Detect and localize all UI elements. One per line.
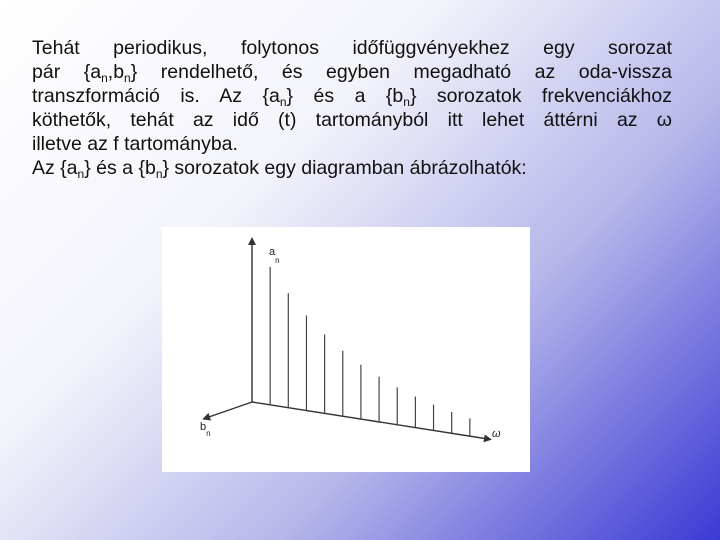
- text-line-4-content: köthetők, tehát az idő (t) tartományból itt lehet áttérni az ω: [32, 109, 672, 131]
- text-line-1-content: Tehát periodikus, folytonos időfüggvényekhez egy sorozat: [32, 37, 672, 59]
- text-line-2: [32, 60, 672, 84]
- a-axis-label-main: a: [269, 246, 276, 258]
- text-line-3-part-c: } sorozatok frekvenciákhoz: [409, 85, 672, 107]
- subscript: n: [279, 95, 287, 109]
- text-line-2-part-c: } rendelhető, és egyben megadható az oda-vissza: [130, 61, 672, 83]
- b-axis-line: [206, 402, 252, 418]
- text-line-6-part-c: } sorozatok egy diagramban ábrázolhatók:: [162, 157, 527, 179]
- text-line-3-part-a: transzformáció is. Az {a: [32, 85, 280, 107]
- text-line-3: [32, 84, 672, 108]
- a-axis-label: [269, 246, 280, 265]
- text-line-2-part-a: pár {a: [32, 61, 102, 83]
- omega-axis-line: [252, 402, 488, 439]
- subscript: n: [155, 167, 163, 181]
- body-text: [32, 36, 672, 180]
- omega-axis-label: ω: [492, 428, 501, 440]
- b-axis-label-sub: n: [206, 429, 211, 438]
- subscript: n: [77, 167, 85, 181]
- text-line-4: [32, 108, 672, 132]
- b-axis-label: [200, 421, 211, 438]
- text-line-2-part-b: ,b: [107, 61, 125, 83]
- a-axis-label-sub: n: [275, 256, 280, 265]
- subscript: n: [403, 95, 410, 109]
- subscript: n: [101, 71, 108, 85]
- text-line-6-part-a: Az {a: [32, 157, 78, 179]
- b-axis-label-main: b: [200, 421, 207, 433]
- subscript: n: [124, 71, 131, 85]
- text-line-6: [32, 156, 672, 180]
- stem-group: [270, 267, 470, 436]
- text-line-6-part-b: } és a {b: [84, 157, 156, 179]
- text-line-1: [32, 36, 672, 60]
- text-line-3-part-b: } és a {b: [286, 85, 404, 107]
- spectrum-diagram: [162, 227, 530, 472]
- spectrum-diagram-svg: [162, 227, 530, 472]
- text-line-5-content: illetve az f tartományba.: [32, 133, 238, 155]
- text-line-5: [32, 132, 672, 156]
